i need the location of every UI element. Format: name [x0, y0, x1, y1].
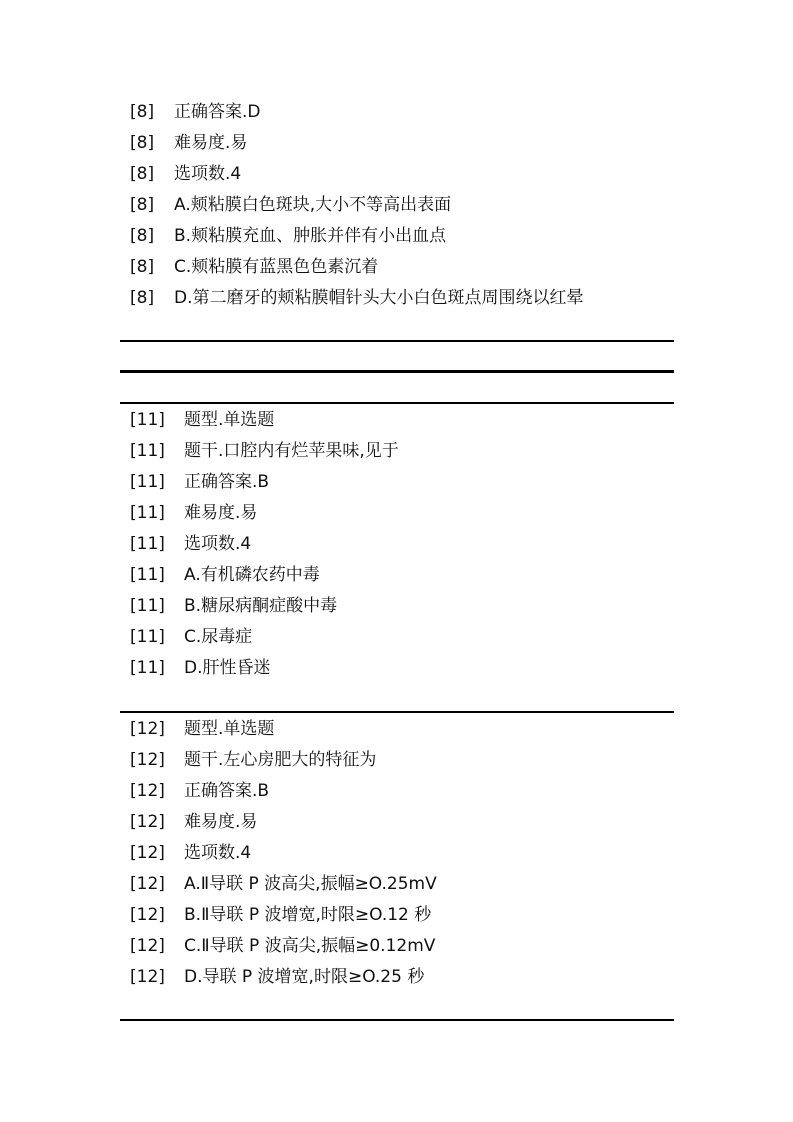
q12-row-option-c	[130, 931, 690, 962]
q11-row-option-count	[130, 529, 690, 560]
q11-row-option-d	[130, 653, 690, 684]
q12-row-stem	[130, 745, 690, 776]
q8-row-option-b	[130, 221, 690, 252]
divider	[120, 1019, 674, 1021]
question-11-block	[130, 405, 690, 684]
q8-difficulty-text: 难易度.易	[174, 133, 248, 153]
q12-option-a-text: A.Ⅱ导联 P 波高尖,振幅≥O.25mV	[184, 874, 437, 894]
q12-answer-text: 正确答案.B	[184, 781, 270, 801]
q8-option-c-text: C.颊粘膜有蓝黑色色素沉着	[174, 257, 379, 277]
question-8-block	[130, 97, 690, 314]
divider	[120, 402, 674, 404]
q11-stem-text: 题干.口腔内有烂苹果味,见于	[184, 441, 399, 461]
q11-row-option-b	[130, 591, 690, 622]
q12-option-c-text: C.Ⅱ导联 P 波高尖,振幅≥0.12mV	[184, 936, 436, 956]
q12-difficulty-text: 难易度.易	[184, 812, 258, 832]
q11-row-option-a	[130, 560, 690, 591]
q12-option-b-text: B.Ⅱ导联 P 波增宽,时限≥O.12 秒	[184, 905, 432, 925]
q11-number: [11]	[130, 658, 165, 678]
divider	[120, 370, 674, 373]
q11-row-answer	[130, 467, 690, 498]
q11-answer-text: 正确答案.B	[184, 472, 270, 492]
q8-row-option-d	[130, 283, 690, 314]
q11-row-stem	[130, 436, 690, 467]
q8-option-d-text: D.第二磨牙的颊粘膜帽针头大小白色斑点周围绕以红晕	[174, 288, 584, 308]
q8-row-option-count	[130, 159, 690, 190]
q11-number: [11]	[130, 441, 165, 461]
q12-number: [12]	[130, 874, 165, 894]
q12-row-option-b	[130, 900, 690, 931]
question-12-block	[130, 714, 690, 993]
q12-row-type	[130, 714, 690, 745]
q11-option-b-text: B.糖尿病酮症酸中毒	[184, 596, 338, 616]
q8-option-b-text: B.颊粘膜充血、肿胀并伴有小出血点	[174, 226, 447, 246]
q12-option-count-text: 选项数.4	[184, 843, 252, 863]
q11-number: [11]	[130, 503, 165, 523]
q8-number: [8]	[130, 195, 155, 215]
q8-row-difficulty	[130, 128, 690, 159]
q12-number: [12]	[130, 905, 165, 925]
q8-answer-text: 正确答案.D	[174, 102, 261, 122]
q12-number: [12]	[130, 812, 165, 832]
q8-row-option-a	[130, 190, 690, 221]
q11-number: [11]	[130, 472, 165, 492]
q11-number: [11]	[130, 596, 165, 616]
q11-number: [11]	[130, 410, 165, 430]
q11-option-a-text: A.有机磷农药中毒	[184, 565, 320, 585]
q8-option-count-text: 选项数.4	[174, 164, 242, 184]
q12-number: [12]	[130, 967, 165, 987]
q12-stem-text: 题干.左心房肥大的特征为	[184, 750, 377, 770]
q11-option-d-text: D.肝性昏迷	[184, 658, 271, 678]
q12-row-option-d	[130, 962, 690, 993]
q11-row-type	[130, 405, 690, 436]
q8-number: [8]	[130, 164, 155, 184]
q12-row-difficulty	[130, 807, 690, 838]
q11-row-option-c	[130, 622, 690, 653]
q12-number: [12]	[130, 936, 165, 956]
q8-row-answer	[130, 97, 690, 128]
q12-number: [12]	[130, 719, 165, 739]
q11-option-c-text: C.尿毒症	[184, 627, 253, 647]
q8-number: [8]	[130, 288, 155, 308]
q12-type-text: 题型.单选题	[184, 719, 275, 739]
q8-number: [8]	[130, 257, 155, 277]
q11-number: [11]	[130, 534, 165, 554]
q8-number: [8]	[130, 102, 155, 122]
q8-number: [8]	[130, 226, 155, 246]
q11-difficulty-text: 难易度.易	[184, 503, 258, 523]
q12-row-answer	[130, 776, 690, 807]
q11-option-count-text: 选项数.4	[184, 534, 252, 554]
q12-row-option-count	[130, 838, 690, 869]
divider	[120, 340, 674, 342]
q11-row-difficulty	[130, 498, 690, 529]
q11-number: [11]	[130, 565, 165, 585]
q11-number: [11]	[130, 627, 165, 647]
q12-row-option-a	[130, 869, 690, 900]
q12-number: [12]	[130, 843, 165, 863]
divider	[120, 711, 674, 713]
q12-number: [12]	[130, 750, 165, 770]
q8-row-option-c	[130, 252, 690, 283]
q12-number: [12]	[130, 781, 165, 801]
q11-type-text: 题型.单选题	[184, 410, 275, 430]
q8-option-a-text: A.颊粘膜白色斑块,大小不等高出表面	[174, 195, 452, 215]
q12-option-d-text: D.导联 P 波增宽,时限≥O.25 秒	[184, 967, 425, 987]
q8-number: [8]	[130, 133, 155, 153]
